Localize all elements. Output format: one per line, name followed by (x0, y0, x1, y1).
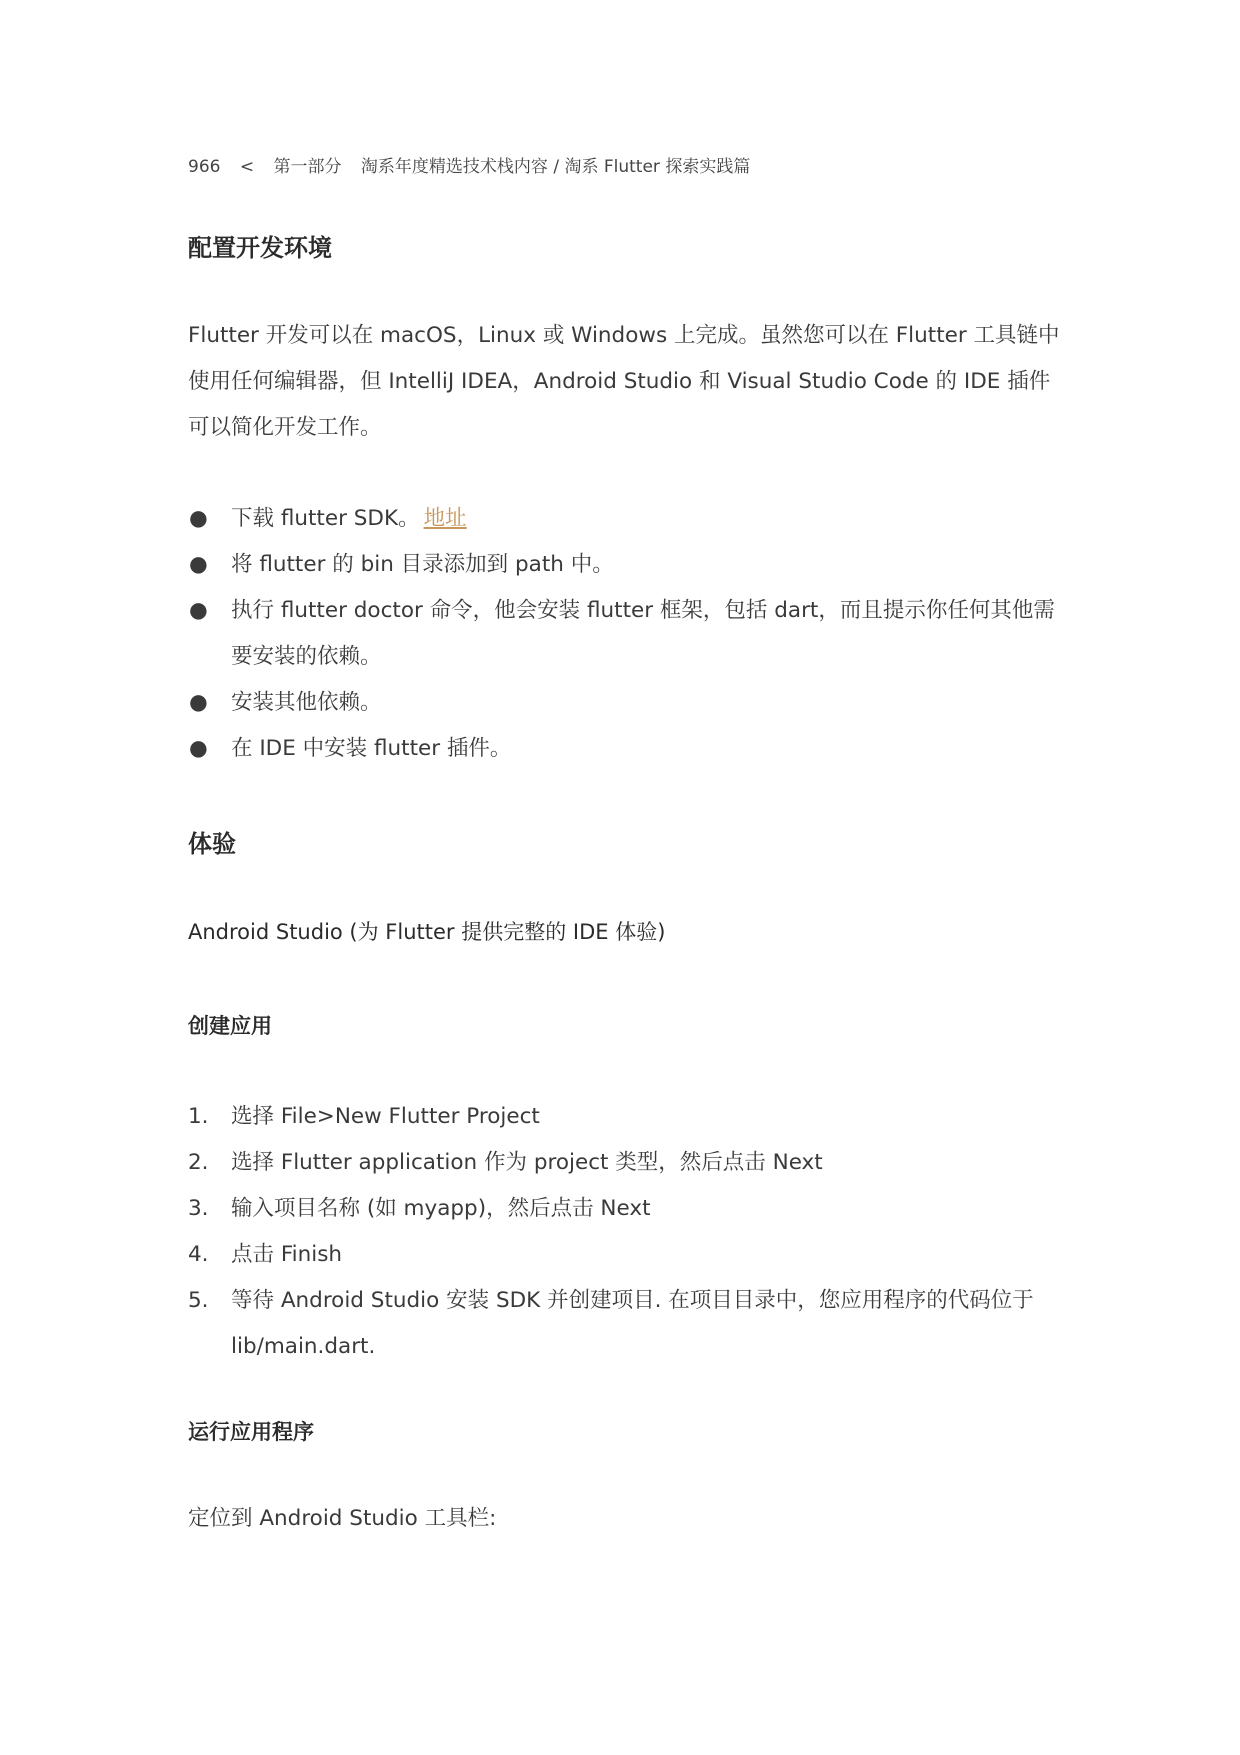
section-title-setup: 配置开发环境 (188, 234, 332, 262)
android-studio-heading: Android Studio (为 Flutter 提供完整的 IDE 体验) (188, 920, 666, 944)
list-item-text: 将 flutter 的 bin 目录添加到 path 中。 (231, 552, 614, 577)
run-app-heading: 运行应用程序 (188, 1420, 314, 1444)
list-item-number: 5. (188, 1288, 209, 1313)
list-item-number: 4. (188, 1242, 209, 1267)
bullet-icon: ● (189, 552, 208, 577)
bullet-icon: ● (189, 690, 208, 715)
list-item-text: 安装其他依赖。 (231, 690, 382, 715)
list-item (188, 680, 1068, 726)
section-title-experience: 体验 (188, 830, 236, 858)
create-app-steps-list (188, 1094, 1068, 1370)
list-item-text: 下载 flutter SDK。 (231, 506, 420, 531)
header-section: 淘系年度精选技术栈内容 / 淘系 Flutter 探索实践篇 (360, 157, 751, 177)
list-item (188, 1232, 1068, 1278)
page-header (188, 152, 750, 177)
list-item (188, 1278, 1068, 1370)
list-item (188, 542, 1068, 588)
bullet-icon: ● (189, 736, 208, 761)
list-item (188, 1186, 1068, 1232)
list-item-text: 输入项目名称 (如 myapp)，然后点击 Next (231, 1196, 651, 1221)
list-item-text: 选择 File>New Flutter Project (231, 1104, 540, 1129)
setup-steps-list (188, 496, 1068, 772)
list-item (188, 496, 1068, 542)
list-item (188, 588, 1068, 680)
header-separator: < (239, 157, 255, 177)
run-app-paragraph: 定位到 Android Studio 工具栏: (188, 1506, 497, 1531)
list-item-number: 3. (188, 1196, 209, 1221)
list-item-text: 在 IDE 中安装 flutter 插件。 (231, 736, 512, 761)
list-item-number: 1. (188, 1104, 209, 1129)
bullet-icon: ● (189, 506, 208, 531)
sdk-download-link[interactable]: 地址 (423, 506, 467, 531)
list-item (188, 1094, 1068, 1140)
header-part: 第一部分 (273, 157, 342, 177)
create-app-heading: 创建应用 (188, 1014, 272, 1038)
list-item-text: 选择 Flutter application 作为 project 类型，然后点击 Next (231, 1150, 823, 1175)
list-item (188, 726, 1068, 772)
list-item (188, 1140, 1068, 1186)
page-number: 966 (188, 157, 221, 177)
list-item-text: 等待 Android Studio 安装 SDK 并创建项目. 在项目目录中，您应用程序的代码位于 lib/main.dart. (231, 1288, 1034, 1359)
bullet-icon: ● (189, 598, 208, 623)
list-item-text: 点击 Finish (231, 1242, 343, 1267)
list-item-text: 执行 flutter doctor 命令，他会安装 flutter 框架，包括 dart，而且提示你任何其他需要安装的依赖。 (231, 598, 1055, 669)
setup-intro-paragraph: Flutter 开发可以在 macOS，Linux 或 Windows 上完成。虽然您可以在 Flutter 工具链中使用任何编辑器，但 IntelliJ IDEA，Android Studio 和 Visual Studio Code 的 IDE 插件可以简化开发工作。 (188, 323, 1060, 440)
list-item-number: 2. (188, 1150, 209, 1175)
